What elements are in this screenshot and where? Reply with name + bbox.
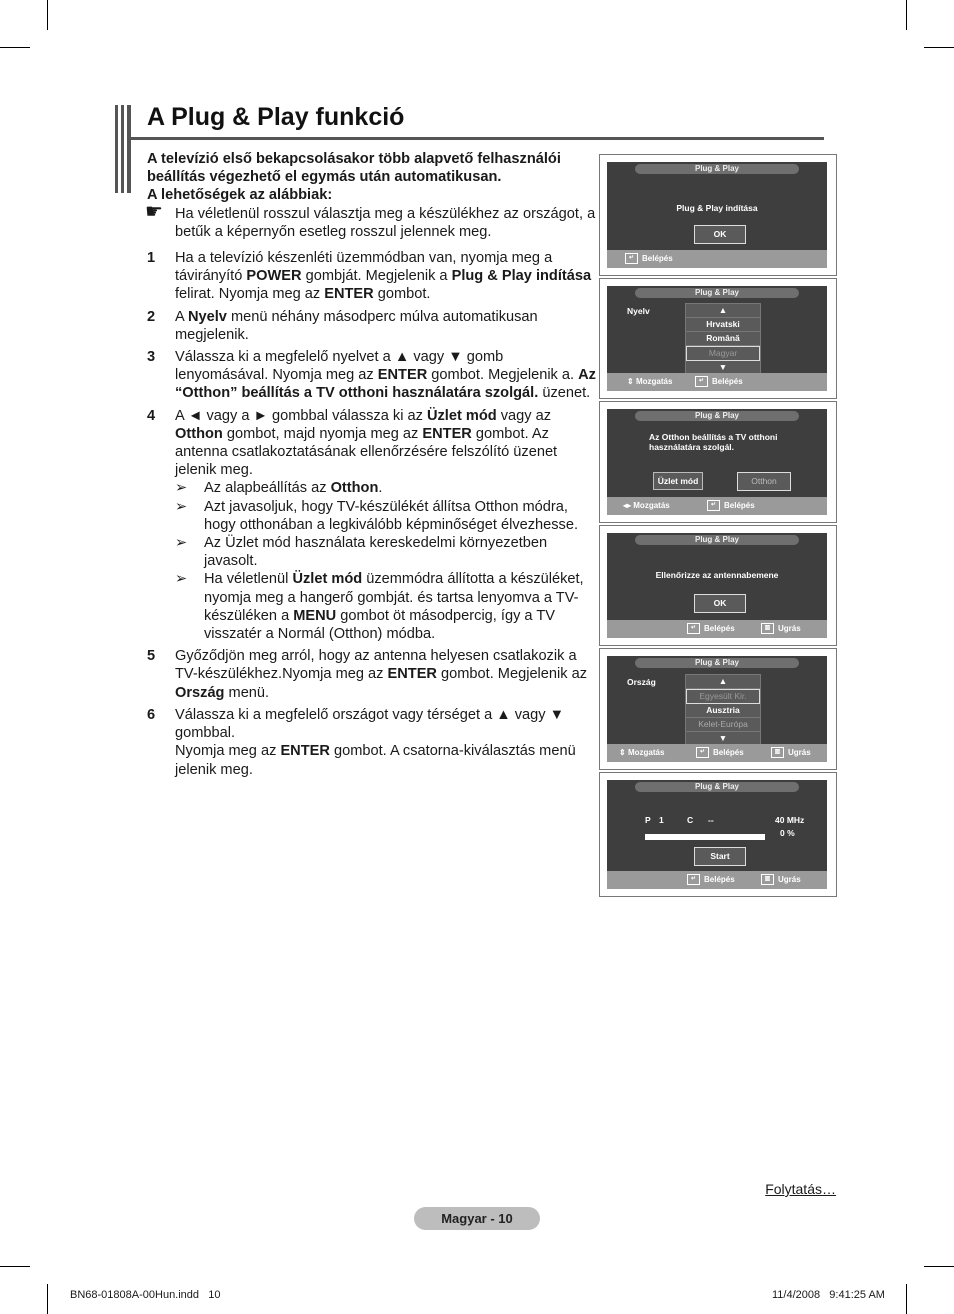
step-text: üzenet.: [538, 385, 591, 402]
country-option[interactable]: Ausztria: [686, 704, 760, 718]
osd-header: [607, 533, 827, 547]
intro-line: beállítás végezhető el egymás után automatikusan.: [147, 169, 502, 186]
sub-note: [147, 570, 599, 643]
step-number: 2: [147, 308, 156, 325]
crop-mark: [47, 0, 48, 30]
sub-text: .: [378, 480, 383, 497]
enter-label: Belépés: [704, 624, 735, 633]
step-4: [147, 407, 599, 480]
sub-text: gombot öt másodpercig, így a TV visszatér a Normál (Otthon) módba.: [204, 607, 555, 643]
osd-footer: [607, 871, 827, 889]
step-text: Válassza ki a megfelelő országot vagy térséget a ▲ vagy ▼ gombbal.: [175, 706, 565, 742]
title-decoration: [115, 105, 131, 193]
sub-text: Azt javasoljuk, hogy TV-készülékét állítsa Otthon módra, hogy otthonában a legkiválóbb képminőséget élvezhesse.: [204, 498, 579, 533]
enter-label: Belépés: [642, 254, 673, 263]
skip-label: Ugrás: [788, 748, 811, 757]
step-bold: Nyelv: [187, 308, 227, 325]
step-text: A ◄ vagy a ► gombbal válassza ki az: [175, 407, 427, 424]
skip-label: Ugrás: [778, 875, 801, 884]
sub-bold: Üzlet mód: [292, 571, 363, 588]
osd-header: [607, 780, 827, 794]
page-number-badge: Magyar - 10: [414, 1207, 540, 1230]
language-option[interactable]: Hrvatski: [686, 318, 760, 332]
osd-move-hint: [623, 497, 670, 515]
country-label: Ország: [627, 677, 656, 687]
step-bold: ENTER: [422, 425, 472, 442]
pointing-hand-icon: ☛: [145, 200, 163, 223]
osd-footer: [607, 250, 827, 268]
note: [145, 200, 599, 241]
step-bold: ENTER: [324, 286, 374, 303]
leftright-icon: ◂▸: [623, 501, 634, 510]
osd-panel: [607, 533, 827, 638]
step-text: gombját. Megjelenik a: [301, 268, 452, 285]
mode-message-line: Az Otthon beállítás a TV otthoni: [649, 432, 778, 442]
enter-label: Belépés: [713, 748, 744, 757]
step-text: gombot. A csatorna-kiválasztás menü jelenik meg.: [175, 743, 576, 778]
mode-message: [649, 432, 777, 452]
start-button[interactable]: [694, 847, 746, 866]
enter-icon: ↵: [687, 623, 700, 634]
step-text: gombot, majd nyomja meg az: [222, 425, 423, 442]
step-bold: ENTER: [387, 666, 437, 683]
enter-label: Belépés: [724, 501, 755, 510]
step-text: menü.: [224, 684, 270, 701]
osd-enter-hint: [687, 620, 735, 638]
intro: [147, 150, 599, 205]
step-text: gombot. Megjelenik a.: [427, 367, 579, 384]
step-bold: POWER: [246, 268, 302, 285]
step-6: [147, 706, 599, 779]
step-bold: Ország: [175, 684, 225, 701]
enter-label: Belépés: [704, 875, 735, 884]
crop-mark: [906, 0, 907, 30]
osd-footer: [607, 744, 827, 762]
osd-header: [607, 409, 827, 423]
arrow-bullet-icon: ➢: [175, 498, 188, 515]
osd-panel: [607, 162, 827, 268]
language-option[interactable]: Română: [686, 332, 760, 346]
move-label: Mozgatás: [627, 748, 665, 757]
country-option-selected[interactable]: Egyesült Kir.: [686, 689, 760, 704]
step-text: Győződjön meg arról, hogy az antenna helyesen csatlakozik a TV-készülékhez.Nyomja meg az: [175, 648, 577, 683]
enter-label: Belépés: [712, 377, 743, 386]
percent-readout: 0 %: [780, 828, 795, 838]
step-2: [147, 308, 599, 344]
osd-header-label: Plug & Play: [635, 658, 799, 668]
down-arrow-icon: ▼: [718, 733, 728, 743]
crop-mark: [47, 1284, 48, 1314]
step-text: gombot. Az antenna csatlakoztatásának ellenőrzésére felszólító üzenet jelenik meg.: [175, 425, 558, 479]
enter-icon: ↵: [696, 747, 709, 758]
step-text: Nyomja meg az: [175, 743, 281, 760]
program-number: 1: [659, 815, 664, 825]
step-text: Válassza ki a megfelelő nyelvet a ▲ vagy ▼ gomb lenyomásával. Nyomja meg az: [175, 349, 504, 384]
step-text: gombot.: [373, 286, 431, 303]
move-label: Mozgatás: [633, 501, 670, 510]
crop-mark: [0, 47, 30, 48]
skip-icon: ▥: [761, 623, 774, 634]
down-arrow-icon: ▼: [718, 362, 728, 372]
shop-mode-label: Üzlet mód: [657, 476, 699, 486]
step-number: 3: [147, 349, 156, 366]
page-title: A Plug & Play funkció: [147, 103, 405, 131]
ok-label: OK: [713, 229, 727, 239]
crop-mark: [906, 1284, 907, 1314]
osd-enter-hint: [625, 250, 673, 268]
updown-icon: ⇕: [619, 748, 628, 757]
osd-footer: [607, 620, 827, 638]
osd-move-hint: [627, 373, 672, 391]
sub-bold: MENU: [293, 607, 337, 624]
step-bold: Az “Otthon” beállítás a TV otthoni használatára szolgál.: [175, 367, 596, 402]
osd-screen-country: [599, 648, 837, 770]
sub-text: Ha véletlenül: [204, 571, 293, 588]
osd-enter-hint: [687, 871, 735, 889]
osd-header-label: Plug & Play: [635, 411, 799, 421]
crop-mark: [0, 1266, 30, 1267]
osd-panel: [607, 286, 827, 391]
osd-screen-language: [599, 278, 837, 399]
channel-label: C: [687, 815, 694, 825]
step-text: vagy az: [496, 407, 552, 424]
ok-button[interactable]: [694, 225, 746, 244]
osd-screen-antenna: [599, 525, 837, 646]
country-list[interactable]: [685, 674, 761, 746]
start-label: Start: [710, 851, 730, 861]
step-5: [147, 647, 599, 702]
osd-screen-start: [599, 154, 837, 276]
enter-icon: ↵: [625, 253, 638, 264]
print-timestamp: 11/4/2008 9:41:25 AM: [772, 1289, 885, 1301]
step-number: 5: [147, 648, 156, 665]
osd-screen-scan: [599, 772, 837, 897]
osd-enter-hint: [695, 373, 743, 391]
enter-icon: ↵: [707, 500, 720, 511]
sub-note: [147, 479, 599, 497]
sub-note: [147, 534, 599, 570]
frequency-readout: 40 MHz: [775, 815, 805, 825]
osd-header: [607, 656, 827, 670]
step-bold: ENTER: [280, 743, 330, 760]
ok-button[interactable]: [694, 594, 746, 613]
osd-skip-hint: [761, 871, 801, 889]
osd-footer: [607, 497, 827, 515]
file-info: BN68-01808A-00Hun.indd 10: [70, 1289, 221, 1301]
sub-bold: Otthon: [330, 480, 379, 497]
step-1: [147, 249, 599, 304]
osd-skip-hint: [761, 620, 801, 638]
skip-icon: ▥: [761, 874, 774, 885]
osd-move-hint: [619, 744, 664, 762]
intro-line: A televízió első bekapcsolásakor több alapvető felhasználói: [147, 151, 561, 167]
mode-message-line: használatára szolgál.: [649, 442, 735, 452]
step-bold: ENTER: [377, 367, 428, 384]
step-text: A: [175, 308, 188, 325]
osd-footer: [607, 373, 827, 391]
enter-icon: ↵: [695, 376, 708, 387]
step-text: menü néhány másodperc múlva automatikusan megjelenik.: [175, 308, 538, 343]
channel-value: --: [708, 815, 714, 825]
note-text: Ha véletlenül rosszul választja meg a készülékhez az országot, a betűk a képernyőn esetleg rosszul jelennek meg.: [175, 205, 596, 240]
home-mode-label: Otthon: [751, 476, 777, 486]
osd-header-label: Plug & Play: [635, 535, 799, 545]
step-bold: Plug & Play indítása: [451, 268, 592, 285]
step-text: felirat. Nyomja meg az: [175, 286, 325, 303]
ok-label: OK: [713, 598, 727, 608]
sub-note: [147, 498, 599, 534]
step-bold: Üzlet mód: [426, 407, 497, 424]
up-arrow-icon: ▲: [686, 304, 760, 318]
shop-mode-button[interactable]: [653, 472, 703, 490]
language-label: Nyelv: [627, 306, 650, 316]
osd-header-label: Plug & Play: [635, 782, 799, 792]
step-number: 1: [147, 250, 156, 267]
sub-text: üzemmódra állította a készüléket, nyomja meg a hangerő gombját. és tartsa lenyomva a TV-készüléken a: [204, 571, 584, 624]
osd-enter-hint: [707, 497, 755, 515]
osd-header: [607, 286, 827, 300]
intro-line: A lehetőségek az alábbiak:: [147, 187, 333, 204]
osd-header-label: Plug & Play: [635, 288, 799, 298]
osd-panel: [607, 409, 827, 515]
osd-header: [607, 162, 827, 176]
language-list[interactable]: [685, 303, 761, 375]
osd-message: Plug & Play indítása: [676, 203, 758, 213]
home-mode-button[interactable]: [737, 472, 791, 491]
move-label: Mozgatás: [635, 377, 673, 386]
title-rule: [131, 137, 824, 140]
crop-mark: [924, 47, 954, 48]
arrow-bullet-icon: ➢: [175, 535, 188, 552]
language-option-selected[interactable]: Magyar: [686, 346, 760, 361]
scan-progress-bar: [645, 834, 765, 840]
arrow-bullet-icon: ➢: [175, 480, 188, 497]
osd-header-label: Plug & Play: [635, 164, 799, 174]
crop-mark: [924, 1266, 954, 1267]
up-arrow-icon: ▲: [686, 675, 760, 689]
antenna-message: Ellenőrizze az antennabemene: [655, 570, 779, 580]
osd-panel: [607, 656, 827, 762]
osd-skip-hint: [771, 744, 811, 762]
main-text: [147, 150, 599, 779]
step-text: Ha a televízió készenléti üzemmódban van, nyomja meg a távirányító: [175, 250, 553, 285]
step-3: [147, 348, 599, 403]
step-number: 6: [147, 706, 156, 723]
sub-text: Az alapbeállítás az: [204, 480, 331, 497]
continue-link[interactable]: Folytatás…: [765, 1181, 836, 1197]
osd-enter-hint: [696, 744, 744, 762]
osd-screen-mode: [599, 401, 837, 523]
skip-icon: ▥: [771, 747, 784, 758]
step-number: 4: [147, 407, 156, 424]
step-bold: Otthon: [175, 425, 223, 442]
updown-icon: ⇕: [627, 377, 636, 386]
arrow-bullet-icon: ➢: [175, 571, 188, 588]
step-text: gombot. Megjelenik az: [436, 666, 588, 683]
sub-text: Az Üzlet mód használata kereskedelmi környezetben javasolt.: [204, 535, 548, 570]
country-option[interactable]: Kelet-Európa: [686, 718, 760, 732]
program-label: P: [645, 815, 651, 825]
osd-panel: [607, 780, 827, 889]
enter-icon: ↵: [687, 874, 700, 885]
skip-label: Ugrás: [778, 624, 801, 633]
